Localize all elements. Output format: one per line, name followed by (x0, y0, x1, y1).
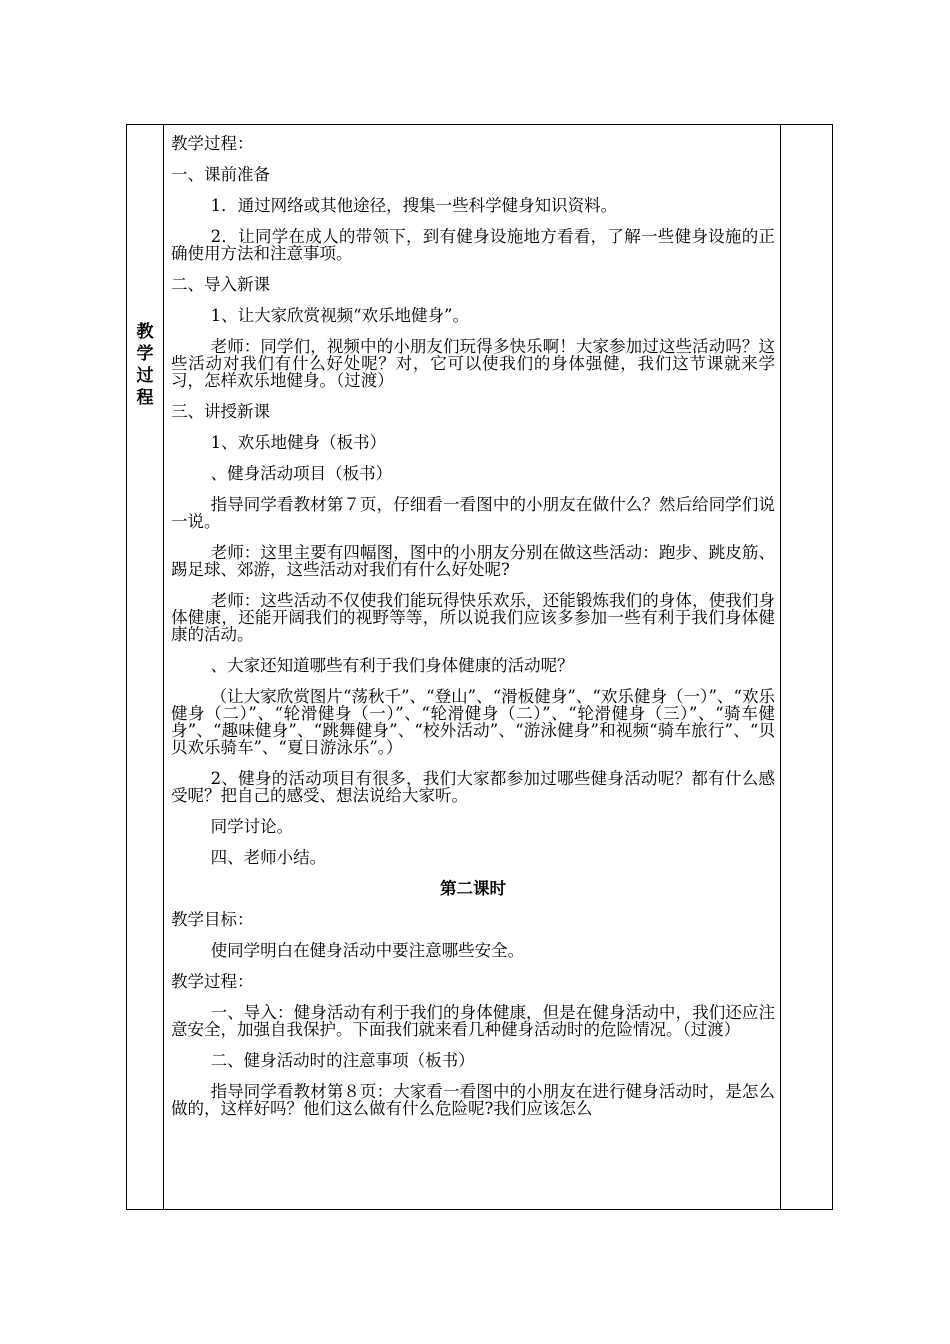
lesson-paragraph: 同学讨论。 (210, 817, 294, 836)
section-label-char: 教 (136, 322, 154, 342)
lesson-paragraph: 老师：这里主要有四幅图，图中的小朋友分别在做这些活动：跑步、跳皮筋、踢足球、郊游，这些活动对我们有什么好处呢? (171, 543, 775, 579)
lesson-content (171, 135, 775, 1131)
lesson-paragraph: 老师：这些活动不仅使我们能玩得快乐欢乐，还能锻炼我们的身体，使我们身体健康，还能开阔我们的视野等等，所以说我们应该多参加一些有利于我们身体健康的活动。 (171, 591, 775, 644)
lesson-paragraph: （让大家欣赏图片“荡秋千”、“登山”、“滑板健身”、“欢乐健身（一）”、“欢乐健身（二）”、“轮滑健身（一）”、“轮滑健身（二）”、“轮滑健身（三）”、“骑车健身”、“趣味健身”、“跳舞健身”、“校外活动”、“游泳健身”和视频“骑车旅行”、“贝贝欢乐骑车”、“夏日游泳乐”。） (171, 687, 775, 757)
lesson-paragraph: 二、导入新课 (171, 275, 270, 294)
lesson-paragraph: 2、健身的活动项目有很多，我们大家都参加过哪些健身活动呢？都有什么感受呢？把自己的感受、想法说给大家听。 (171, 769, 775, 805)
column-divider-right (780, 125, 781, 1209)
lesson-paragraph: 指导同学看教材第７页，仔细看一看图中的小朋友在做什么？然后给同学们说一说。 (171, 495, 775, 531)
column-divider-left (163, 125, 164, 1209)
lesson-paragraph: 一、导入：健身活动有利于我们的身体健康，但是在健身活动中，我们还应注意安全，加强自我保护。下面我们就来看几种健身活动时的危险情况。（过渡） (171, 1003, 775, 1039)
section-label-char: 学 (136, 344, 154, 364)
lesson-paragraph: 、健身活动项目（板书） (210, 464, 393, 483)
lesson-paragraph: 一、课前准备 (171, 165, 270, 184)
lesson-paragraph: 教学过程： (171, 134, 254, 153)
lesson-paragraph: 三、讲授新课 (171, 402, 270, 421)
lesson-paragraph: 老师：同学们，视频中的小朋友们玩得多快乐啊！大家参加过这些活动吗？这些活动对我们有什么好处呢？对，它可以使我们的身体强健，我们这节课就来学习，怎样欢乐地健身。（过渡） (171, 337, 775, 390)
lesson-paragraph: 1、欢乐地健身（板书） (210, 433, 387, 452)
lesson-paragraph: 1．通过网络或其他途径，搜集一些科学健身知识资料。 (210, 196, 618, 215)
section-label (127, 321, 163, 409)
lesson-paragraph: 教学目标： (171, 910, 254, 929)
lesson-heading: 第二课时 (440, 879, 506, 898)
lesson-paragraph: 四、老师小结。 (210, 848, 327, 867)
lesson-paragraph: 1、让大家欣赏视频“欢乐地健身”。 (210, 306, 469, 325)
lesson-paragraph: 使同学明白在健身活动中要注意哪些安全。 (210, 941, 525, 960)
lesson-paragraph: 指导同学看教材第８页：大家看一看图中的小朋友在进行健身活动时，是怎么做的，这样好吗？他们这么做有什么危险呢?我们应该怎么 (171, 1082, 775, 1118)
lesson-paragraph: 2．让同学在成人的带领下，到有健身设施地方看看，了解一些健身设施的正确使用方法和注意事项。 (171, 227, 775, 263)
lesson-paragraph: 教学过程： (171, 972, 254, 991)
lesson-table (126, 124, 833, 1210)
lesson-paragraph: 、大家还知道哪些有利于我们身体健康的活动呢？ (210, 656, 574, 675)
section-label-char: 过 (136, 366, 154, 386)
lesson-paragraph: 二、健身活动时的注意事项（板书） (210, 1051, 475, 1070)
section-label-char: 程 (136, 388, 154, 408)
